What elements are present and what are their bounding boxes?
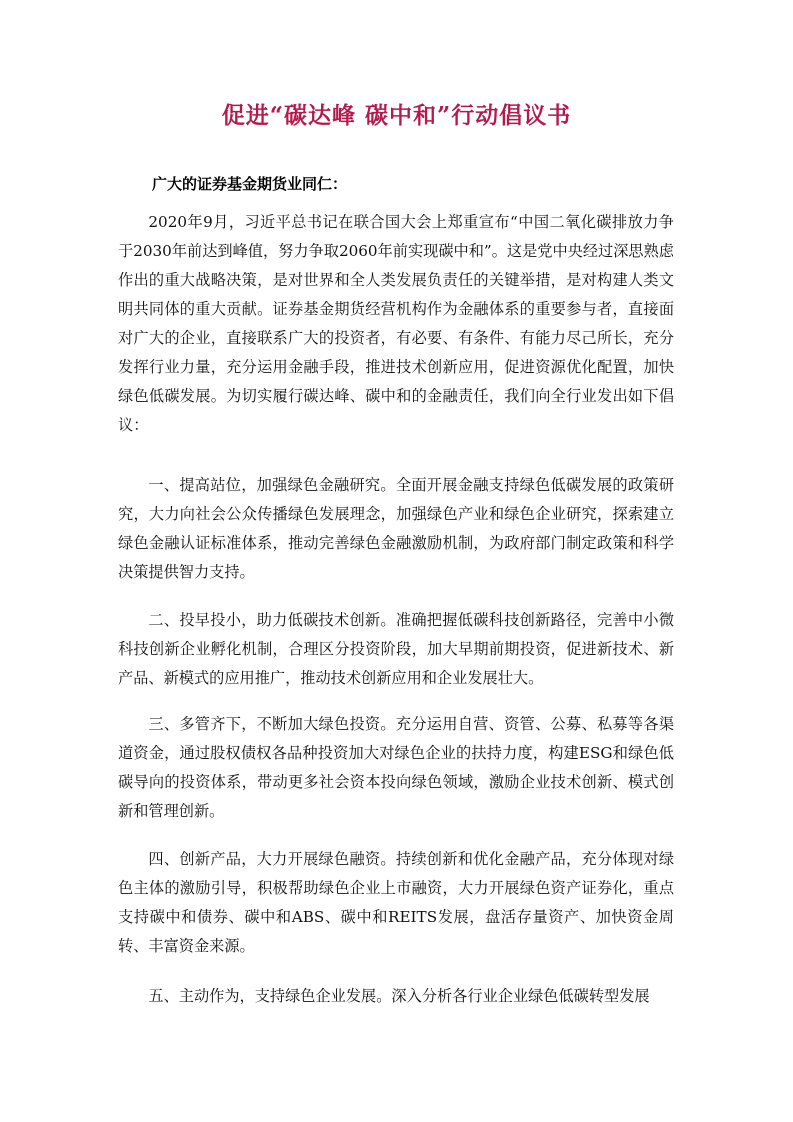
proposal-item-1: 一、提高站位，加强绿色金融研究。全面开展金融支持绿色低碳发展的政策研究，大力向社会公众传播绿色发展理念，加强绿色产业和绿色企业研究，探索建立绿色金融认证标准体系，推动完善绿色金融激励机制，为政府部门制定政策和科学决策提供智力支持。 [118, 476, 674, 581]
proposal-item-3: 三、多管齐下，不断加大绿色投资。充分运用自营、资管、公募、私募等各渠道资金，通过股权债权各品种投资加大对绿色企业的扶持力度，构建ESG和绿色低碳导向的投资体系，带动更多社会资本投向绿色领域，激励企业技术创新、模式创新和管理创新。 [118, 715, 674, 820]
document-title: 促进“碳达峰 碳中和”行动倡议书 [221, 102, 572, 129]
proposal-item-2: 二、投早投小，助力低碳技术创新。准确把握低碳科技创新路径，完善中小微科技创新企业孵化机制，合理区分投资阶段，加大早期前期投资，促进新技术、新产品、新模式的应用推广，推动技术创新应用和企业发展壮大。 [118, 611, 674, 687]
intro-paragraph: 2020年9月，习近平总书记在联合国大会上郑重宣布“中国二氧化碳排放力争于2030年前达到峰值，努力争取2060年前实现碳中和”。这是党中央经过深思熟虑作出的重大战略决策，是对世界和全人类发展负责任的关键举措，是对构建人类文明共同体的重大贡献。证券基金期货经营机构作为金融体系的重要参与者，直接面对广大的企业，直接联系广大的投资者，有必要、有条件、有能力尽己所长，充分发挥行业力量，充分运用金融手段，推进技术创新应用，促进资源优化配置，加快绿色低碳发展。为切实履行碳达峰、碳中和的金融责任，我们向全行业发出如下倡议： [118, 213, 674, 434]
proposal-item-4: 四、创新产品，大力开展绿色融资。持续创新和优化金融产品，充分体现对绿色主体的激励引导，积极帮助绿色企业上市融资，大力开展绿色资产证券化，重点支持碳中和债券、碳中和ABS、碳中和REITS发展，盘活存量资产、加快资金周转、丰富资金来源。 [118, 850, 674, 955]
proposal-item-5: 五、主动作为，支持绿色企业发展。深入分析各行业企业绿色低碳转型发展 [148, 987, 650, 1005]
salutation: 广大的证券基金期货业同仁： [152, 175, 348, 193]
